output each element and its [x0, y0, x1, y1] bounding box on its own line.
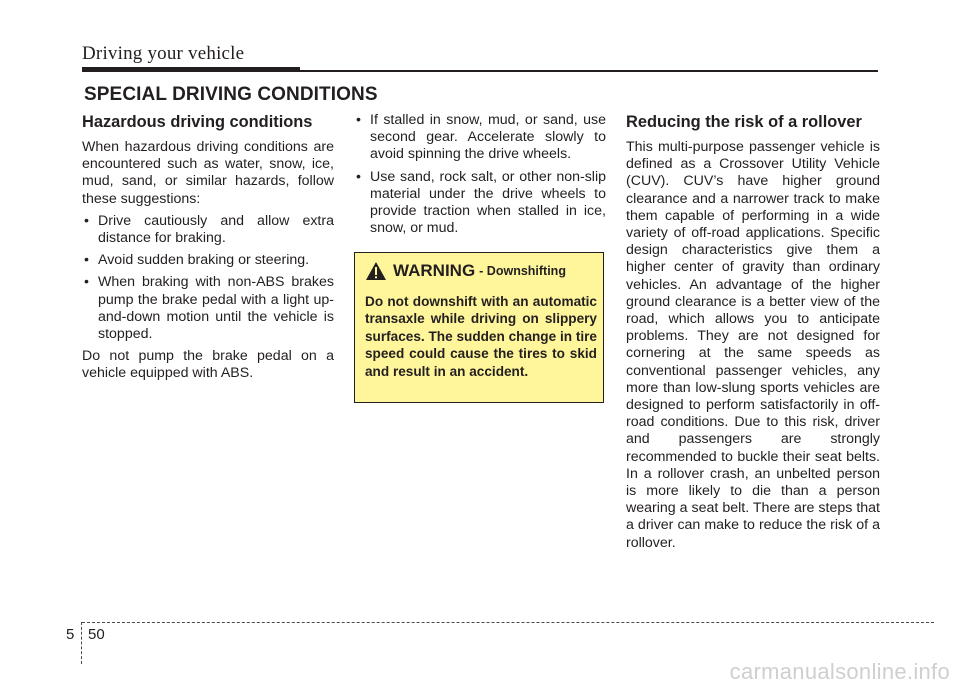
bullet-dot: • [84, 252, 89, 269]
bullet-dot: • [84, 274, 89, 291]
column-hazardous [82, 112, 334, 388]
column-rollover [626, 112, 880, 557]
warning-subtitle: - Downshifting [479, 264, 566, 278]
list-item [354, 169, 606, 238]
bullet-dot: • [84, 212, 89, 229]
bullet-text: Drive cautiously and allow extra distance for braking. [98, 212, 334, 247]
hazardous-closing: Do not pump the brake pedal on a vehicle equipped with ABS. [82, 348, 334, 382]
warning-triangle-icon [365, 261, 387, 281]
hazardous-bullet-list [82, 213, 334, 343]
warning-label: WARNING [393, 261, 476, 280]
hazardous-intro: When hazardous driving conditions are encountered such as water, snow, ice, mud, sand, or similar hazards, follow these suggestions: [82, 139, 334, 207]
bullet-text: When braking with non-ABS brakes pump the brake pedal with a light up-and-down motion until the vehicle is stopped. [98, 274, 334, 343]
warning-text: Do not downshift with an automatic transaxle while driving on slippery surfaces. The sudden change in tire speed could cause the tires to skid and result in an accident. [365, 294, 597, 379]
footer-rule [82, 622, 934, 623]
chapter-number: 5 [66, 626, 75, 643]
traction-bullet-list [354, 112, 606, 237]
header-rule-thick [82, 67, 300, 72]
bullet-dot: • [356, 112, 361, 128]
page-number: 50 [88, 626, 105, 643]
bullet-text: Use sand, rock salt, or other non-slip material under the drive wheels to provide traction when stalled in ice, snow, or mud. [370, 168, 606, 237]
footer-divider [81, 622, 82, 664]
header-rule-thin [300, 70, 878, 72]
bullet-text: Avoid sudden braking or steering. [98, 252, 310, 269]
bullet-dot: • [356, 168, 361, 185]
header-title: Driving your vehicle [82, 43, 245, 64]
warning-header [365, 261, 566, 281]
column-traction [354, 112, 606, 242]
list-item [82, 213, 334, 247]
warning-box [354, 252, 604, 403]
rollover-heading: Reducing the risk of a rollover [626, 113, 862, 131]
watermark: carmanualsonline.info [729, 659, 950, 684]
section-title: SPECIAL DRIVING CONDITIONS [84, 84, 378, 105]
rollover-text: This multi-purpose passenger vehicle is defined as a Crossover Utility Vehicle (CUV). CUV’s have higher ground clearance and a narrower track to make them capable of performing in a wide variety of off-road applications. Specific design characteristics give them a higher center of gravity than ordinary vehicles. An advantage of the higher ground clearance is a better view of the road, which allows you to anticipate problems. They are not designed for cornering at the same speeds as conventional passenger vehicles, any more than low-slung sports vehicles are designed to perform satisfactorily in off-road conditions. Due to this risk, driver and passengers are strongly recommended to buckle their seat belts. In a rollover crash, an unbelted person is more likely to die than a person wearing a seat belt. There are steps that a driver can make to reduce the risk of a rollover. [626, 139, 880, 551]
hazardous-heading: Hazardous driving conditions [82, 113, 313, 131]
bullet-text: If stalled in snow, mud, or sand, use second gear. Accelerate slowly to avoid spinning the drive wheels. [370, 112, 606, 163]
list-item [354, 112, 606, 164]
list-item [82, 274, 334, 343]
list-item [82, 252, 334, 269]
